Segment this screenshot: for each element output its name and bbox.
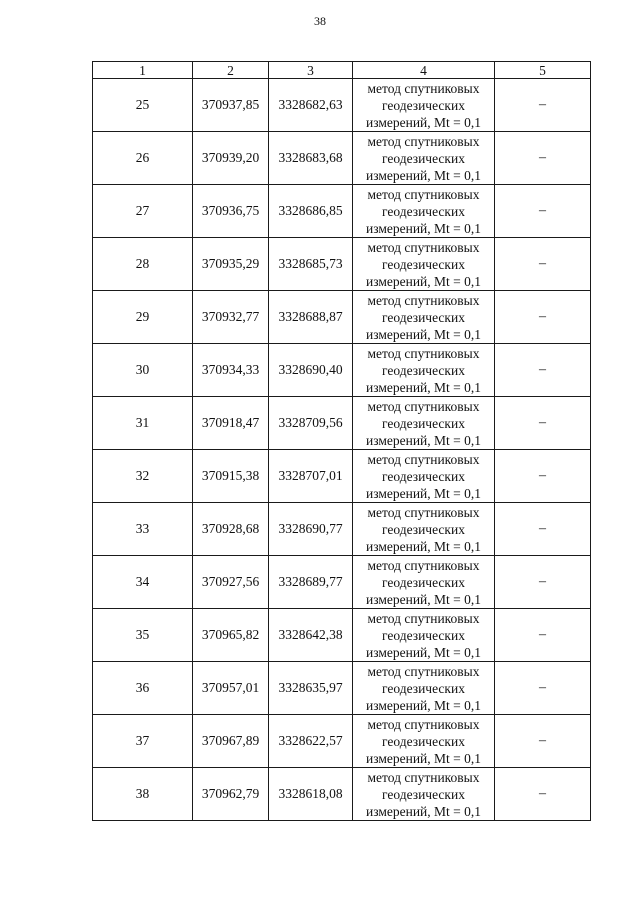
- x-coordinate-cell: 370915,38: [193, 450, 269, 503]
- table-header: [93, 62, 591, 79]
- method-line: измерений, Mt = 0,1: [365, 750, 482, 766]
- method-line: измерений, Mt = 0,1: [365, 803, 482, 819]
- note-cell: –: [495, 609, 591, 662]
- table-row: [93, 609, 591, 662]
- note-cell: –: [495, 79, 591, 132]
- point-number-cell: 29: [93, 291, 193, 344]
- method-cell: [353, 556, 495, 609]
- method-cell: [353, 291, 495, 344]
- y-coordinate-cell: 3328618,08: [269, 768, 353, 821]
- method-line: измерений, Mt = 0,1: [365, 273, 482, 289]
- table-row: [93, 132, 591, 185]
- method-line: метод спутниковых: [367, 716, 480, 732]
- table-row: [93, 79, 591, 132]
- point-number-cell: 34: [93, 556, 193, 609]
- method-line: геодезических: [382, 521, 465, 537]
- y-coordinate-cell: 3328686,85: [269, 185, 353, 238]
- method-line: измерений, Mt = 0,1: [365, 326, 482, 342]
- method-line: метод спутниковых: [367, 663, 480, 679]
- method-cell: [353, 662, 495, 715]
- method-line: метод спутниковых: [367, 345, 480, 361]
- note-cell: –: [495, 556, 591, 609]
- x-coordinate-cell: 370936,75: [193, 185, 269, 238]
- method-cell: [353, 768, 495, 821]
- x-coordinate-cell: 370962,79: [193, 768, 269, 821]
- page-number: 38: [314, 14, 326, 28]
- method-line: измерений, Mt = 0,1: [365, 591, 482, 607]
- method-cell: [353, 238, 495, 291]
- method-line: геодезических: [382, 680, 465, 696]
- table-row: [93, 768, 591, 821]
- note-cell: –: [495, 291, 591, 344]
- x-coordinate-cell: 370932,77: [193, 291, 269, 344]
- y-coordinate-cell: 3328622,57: [269, 715, 353, 768]
- note-cell: –: [495, 132, 591, 185]
- y-coordinate-cell: 3328689,77: [269, 556, 353, 609]
- header-row: [93, 62, 591, 79]
- x-coordinate-cell: 370928,68: [193, 503, 269, 556]
- note-cell: –: [495, 450, 591, 503]
- table-row: [93, 503, 591, 556]
- y-coordinate-cell: 3328635,97: [269, 662, 353, 715]
- note-cell: –: [495, 397, 591, 450]
- point-number-cell: 25: [93, 79, 193, 132]
- method-line: метод спутниковых: [367, 133, 480, 149]
- method-line: измерений, Mt = 0,1: [365, 644, 482, 660]
- table-row: [93, 397, 591, 450]
- x-coordinate-cell: 370937,85: [193, 79, 269, 132]
- method-cell: [353, 185, 495, 238]
- method-line: метод спутниковых: [367, 239, 480, 255]
- table-body: [93, 79, 591, 821]
- method-line: геодезических: [382, 362, 465, 378]
- y-coordinate-cell: 3328682,63: [269, 79, 353, 132]
- method-cell: [353, 715, 495, 768]
- method-line: метод спутниковых: [367, 186, 480, 202]
- method-line: измерений, Mt = 0,1: [365, 114, 482, 130]
- method-line: метод спутниковых: [367, 769, 480, 785]
- method-line: метод спутниковых: [367, 610, 480, 626]
- point-number-cell: 37: [93, 715, 193, 768]
- method-line: геодезических: [382, 97, 465, 113]
- point-number-cell: 27: [93, 185, 193, 238]
- table-row: [93, 185, 591, 238]
- point-number-cell: 36: [93, 662, 193, 715]
- method-line: метод спутниковых: [367, 557, 480, 573]
- x-coordinate-cell: 370965,82: [193, 609, 269, 662]
- method-cell: [353, 344, 495, 397]
- note-cell: –: [495, 503, 591, 556]
- point-number-cell: 30: [93, 344, 193, 397]
- method-line: геодезических: [382, 256, 465, 272]
- method-line: метод спутниковых: [367, 504, 480, 520]
- x-coordinate-cell: 370967,89: [193, 715, 269, 768]
- point-number-cell: 32: [93, 450, 193, 503]
- method-line: геодезических: [382, 733, 465, 749]
- method-cell: [353, 503, 495, 556]
- point-number-cell: 26: [93, 132, 193, 185]
- x-coordinate-cell: 370939,20: [193, 132, 269, 185]
- header-col-4: 4: [353, 62, 495, 79]
- method-line: измерений, Mt = 0,1: [365, 697, 482, 713]
- method-line: метод спутниковых: [367, 80, 480, 96]
- y-coordinate-cell: 3328683,68: [269, 132, 353, 185]
- point-number-cell: 35: [93, 609, 193, 662]
- method-line: геодезических: [382, 203, 465, 219]
- table-row: [93, 450, 591, 503]
- method-line: измерений, Mt = 0,1: [365, 220, 482, 236]
- method-line: измерений, Mt = 0,1: [365, 167, 482, 183]
- header-col-1: 1: [93, 62, 193, 79]
- method-line: геодезических: [382, 468, 465, 484]
- y-coordinate-cell: 3328642,38: [269, 609, 353, 662]
- coordinates-table: [92, 61, 591, 821]
- method-line: геодезических: [382, 309, 465, 325]
- method-line: метод спутниковых: [367, 398, 480, 414]
- method-line: геодезических: [382, 150, 465, 166]
- method-line: измерений, Mt = 0,1: [365, 432, 482, 448]
- method-line: измерений, Mt = 0,1: [365, 485, 482, 501]
- y-coordinate-cell: 3328688,87: [269, 291, 353, 344]
- method-line: метод спутниковых: [367, 451, 480, 467]
- point-number-cell: 33: [93, 503, 193, 556]
- x-coordinate-cell: 370927,56: [193, 556, 269, 609]
- note-cell: –: [495, 238, 591, 291]
- header-col-5: 5: [495, 62, 591, 79]
- point-number-cell: 38: [93, 768, 193, 821]
- y-coordinate-cell: 3328707,01: [269, 450, 353, 503]
- method-line: геодезических: [382, 574, 465, 590]
- table-row: [93, 291, 591, 344]
- table-row: [93, 662, 591, 715]
- method-cell: [353, 397, 495, 450]
- method-line: измерений, Mt = 0,1: [365, 379, 482, 395]
- header-col-3: 3: [269, 62, 353, 79]
- note-cell: –: [495, 185, 591, 238]
- method-line: геодезических: [382, 415, 465, 431]
- method-cell: [353, 450, 495, 503]
- point-number-cell: 28: [93, 238, 193, 291]
- note-cell: –: [495, 768, 591, 821]
- x-coordinate-cell: 370935,29: [193, 238, 269, 291]
- note-cell: –: [495, 715, 591, 768]
- point-number-cell: 31: [93, 397, 193, 450]
- note-cell: –: [495, 344, 591, 397]
- method-line: геодезических: [382, 627, 465, 643]
- x-coordinate-cell: 370934,33: [193, 344, 269, 397]
- method-line: метод спутниковых: [367, 292, 480, 308]
- x-coordinate-cell: 370957,01: [193, 662, 269, 715]
- y-coordinate-cell: 3328709,56: [269, 397, 353, 450]
- method-cell: [353, 609, 495, 662]
- method-line: измерений, Mt = 0,1: [365, 538, 482, 554]
- y-coordinate-cell: 3328690,40: [269, 344, 353, 397]
- table-row: [93, 238, 591, 291]
- x-coordinate-cell: 370918,47: [193, 397, 269, 450]
- y-coordinate-cell: 3328685,73: [269, 238, 353, 291]
- note-cell: –: [495, 662, 591, 715]
- y-coordinate-cell: 3328690,77: [269, 503, 353, 556]
- table-row: [93, 715, 591, 768]
- table-row: [93, 344, 591, 397]
- method-cell: [353, 79, 495, 132]
- header-col-2: 2: [193, 62, 269, 79]
- method-cell: [353, 132, 495, 185]
- table-row: [93, 556, 591, 609]
- method-line: геодезических: [382, 786, 465, 802]
